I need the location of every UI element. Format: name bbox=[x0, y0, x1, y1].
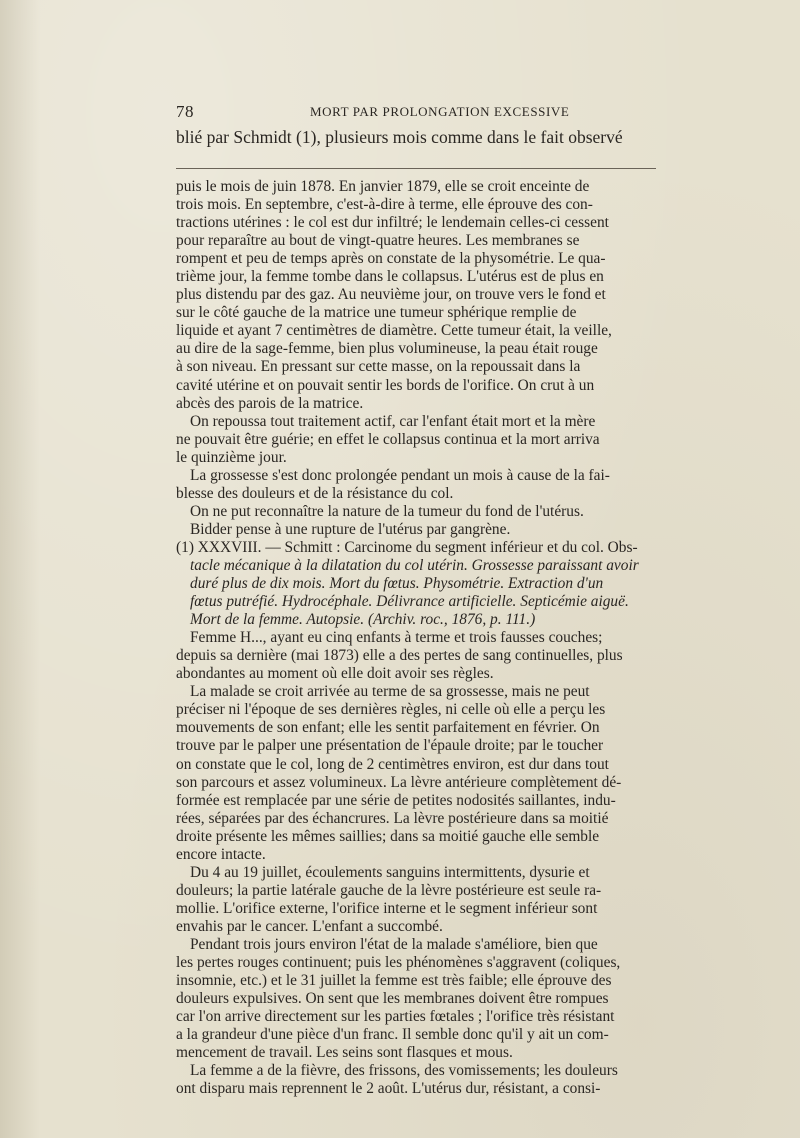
text-line: ont disparu mais reprennent le 2 août. L'utérus dur, résistant, a consi- bbox=[176, 1080, 601, 1098]
text-line: mouvements de son enfant; elle les sentit parfaitement en février. On bbox=[176, 719, 600, 737]
text-line: mollie. L'orifice externe, l'orifice interne et le segment inférieur sont bbox=[176, 899, 598, 917]
footnote-case-title: tacle mécanique à la dilatation du col utérin. Grossesse paraissant avoir bbox=[190, 556, 639, 574]
text-line: La femme a de la fièvre, des frissons, des vomissements; les douleurs bbox=[190, 1062, 618, 1080]
text-line: le quinzième jour. bbox=[176, 448, 287, 466]
page-header bbox=[176, 102, 656, 122]
text-line: trois mois. En septembre, c'est-à-dire à terme, elle éprouve des con- bbox=[176, 196, 593, 214]
text-line: formée est remplacée par une série de petites nodosités saillantes, indu- bbox=[176, 791, 616, 809]
text-line: abondantes au moment où elle doit avoir ses règles. bbox=[176, 665, 494, 683]
text-line: ne pouvait être guérie; en effet le collapsus continua et la mort arriva bbox=[176, 430, 600, 448]
text-line: à son niveau. En pressant sur cette masse, on la repoussait dans la bbox=[176, 358, 581, 376]
text-line: tractions utérines : le col est dur infiltré; le lendemain celles-ci cessent bbox=[176, 214, 609, 232]
text-line: on constate que le col, long de 2 centimètres environ, est dur dans tout bbox=[176, 755, 609, 773]
text-line: droite présente les mêmes saillies; dans sa moitié gauche elle semble bbox=[176, 827, 600, 845]
text-line: Bidder pense à une rupture de l'utérus par gangrène. bbox=[190, 520, 511, 538]
footnote-case-title: fœtus putréfié. Hydrocéphale. Délivrance artificielle. Septicémie aiguë. bbox=[190, 593, 629, 611]
text-line: envahis par le cancer. L'enfant a succombé. bbox=[176, 917, 443, 935]
text-line: cavité utérine et on pouvait sentir les bords de l'orifice. On crut à un bbox=[176, 376, 595, 394]
top-text-line: blié par Schmidt (1), plusieurs mois comme dans le fait observé bbox=[176, 127, 623, 147]
text-line: Pendant trois jours environ l'état de la malade s'améliore, bien que bbox=[190, 935, 598, 953]
text-line: car l'on arrive directement sur les parties fœtales ; l'orifice très résistant bbox=[176, 1008, 615, 1026]
text-line: rompent et peu de temps après on constate de la physométrie. Le qua- bbox=[176, 250, 606, 268]
text-line: douleurs expulsives. On sent que les membranes doivent être rompues bbox=[176, 990, 609, 1008]
page-number: 78 bbox=[176, 102, 194, 121]
text-line: sur le côté gauche de la matrice une tumeur sphérique remplie de bbox=[176, 304, 577, 322]
body-text bbox=[176, 178, 656, 1098]
text-line: plus distendu par des gaz. Au neuvième jour, on trouve vers le fond et bbox=[176, 286, 606, 304]
footnote-case-title: duré plus de dix mois. Mort du fœtus. Physométrie. Extraction d'un bbox=[190, 575, 604, 593]
text-line: son parcours et assez volumineux. La lèvre antérieure complètement dé- bbox=[176, 773, 622, 791]
text-line: puis le mois de juin 1878. En janvier 1879, elle se croit enceinte de bbox=[176, 178, 590, 195]
text-line: blesse des douleurs et de la résistance du col. bbox=[176, 484, 454, 502]
text-line: mencement de travail. Les seins sont flasques et mous. bbox=[176, 1044, 513, 1062]
text-line: Du 4 au 19 juillet, écoulements sanguins intermittents, dysurie et bbox=[190, 863, 590, 881]
text-line: La malade se croit arrivée au terme de sa grossesse, mais ne peut bbox=[190, 683, 590, 701]
text-line: au dire de la sage-femme, bien plus volumineuse, la peau était rouge bbox=[176, 340, 598, 358]
footnote-case-title: Mort de la femme. Autopsie. (Archiv. roc., 1876, p. 111.) bbox=[190, 611, 536, 629]
show-through-separator bbox=[176, 154, 656, 169]
text-line: On ne put reconnaître la nature de la tumeur du fond de l'utérus. bbox=[190, 502, 584, 520]
text-line: On repoussa tout traitement actif, car l'enfant était mort et la mère bbox=[190, 412, 596, 430]
text-line: insomnie, etc.) et le 31 juillet la femme est très faible; elle éprouve des bbox=[176, 972, 612, 990]
text-line: a la grandeur d'une pièce d'un franc. Il semble donc qu'il y ait un com- bbox=[176, 1026, 609, 1044]
text-line: trième jour, la femme tombe dans le collapsus. L'utérus est de plus en bbox=[176, 268, 604, 286]
running-head: MORT PAR PROLONGATION EXCESSIVE bbox=[310, 104, 570, 119]
text-line: pour reparaître au bout de vingt-quatre heures. Les membranes se bbox=[176, 232, 580, 250]
text-line: depuis sa dernière (mai 1873) elle a des pertes de sang continuelles, plus bbox=[176, 647, 623, 665]
text-line: Femme H..., ayant eu cinq enfants à terme et trois fausses couches; bbox=[190, 629, 603, 647]
text-line: rées, séparées par des échancrures. La lèvre postérieure dans sa moitié bbox=[176, 809, 609, 827]
text-line: douleurs; la partie latérale gauche de la lèvre postérieure est seule ra- bbox=[176, 881, 602, 899]
text-line: trouve par le palper une présentation de l'épaule droite; par le toucher bbox=[176, 737, 604, 755]
text-line: les pertes rouges continuent; puis les phénomènes s'aggravent (coliques, bbox=[176, 954, 621, 972]
text-line: encore intacte. bbox=[176, 845, 266, 863]
text-line: abcès des parois de la matrice. bbox=[176, 394, 364, 412]
text-line: liquide et ayant 7 centimètres de diamètre. Cette tumeur était, la veille, bbox=[176, 322, 612, 340]
text-line: La grossesse s'est donc prolongée pendant un mois à cause de la fai- bbox=[190, 466, 610, 484]
footnote-case-title: (1) XXXVIII. — Schmitt : Carcinome du segment inférieur et du col. Obs- bbox=[176, 538, 638, 556]
page-edge-shadow bbox=[0, 0, 40, 1138]
text-line: préciser ni l'époque de ses dernières règles, ni celle où elle a perçu les bbox=[176, 701, 606, 719]
